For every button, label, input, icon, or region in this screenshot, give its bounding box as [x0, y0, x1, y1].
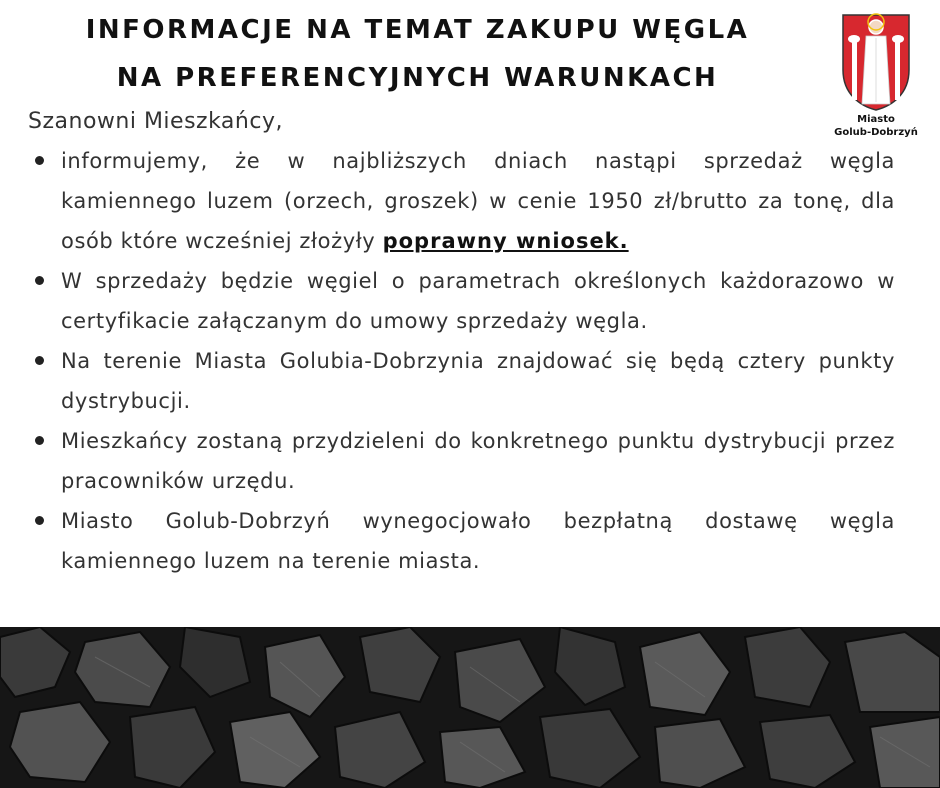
- emphasis-text: poprawny wniosek.: [382, 229, 629, 253]
- greeting: Szanowni Mieszkańcy,: [28, 109, 283, 134]
- coat-of-arms-icon: [840, 12, 912, 112]
- bullet-dot-icon: [35, 276, 44, 285]
- crest-caption-line2: Golub-Dobrzyń: [834, 127, 918, 138]
- list-item: [28, 141, 895, 261]
- crest-caption-line1: Miasto: [857, 114, 895, 125]
- bullet-text: informujemy, że w najbliższych dniach nastąpi sprzedaż węgla kamiennego luzem (orzech, groszek) w cenie 1950 zł/brutto za tonę, dla osób które wcześniej złożyły: [61, 149, 895, 253]
- list-item: [28, 421, 895, 501]
- list-item: [28, 501, 895, 581]
- list-item: [28, 341, 895, 421]
- list-item: [28, 261, 895, 341]
- crest-caption: [826, 113, 926, 139]
- page-title: INFORMACJE NA TEMAT ZAKUPU WĘGLA NA PREFERENCYJNYCH WARUNKACH: [85, 15, 750, 93]
- bullet-dot-icon: [35, 436, 44, 445]
- bullet-text: Mieszkańcy zostaną przydzieleni do konkretnego punktu dystrybucji przez pracowników urzędu.: [61, 429, 895, 493]
- bullet-dot-icon: [35, 156, 44, 165]
- bullet-text: Na terenie Miasta Golubia-Dobrzynia znajdować się będą cztery punkty dystrybucji.: [61, 349, 895, 413]
- bullet-list: [28, 141, 895, 581]
- bullet-text: W sprzedaży będzie węgiel o parametrach określonych każdorazowo w certyfikacie załączanym do umowy sprzedaży węgla.: [61, 269, 895, 333]
- bullet-dot-icon: [35, 356, 44, 365]
- coal-photo-icon: [0, 627, 940, 788]
- bullet-text: Miasto Golub-Dobrzyń wynegocjowało bezpłatną dostawę węgla kamiennego luzem na terenie miasta.: [61, 509, 895, 573]
- bullet-dot-icon: [35, 516, 44, 525]
